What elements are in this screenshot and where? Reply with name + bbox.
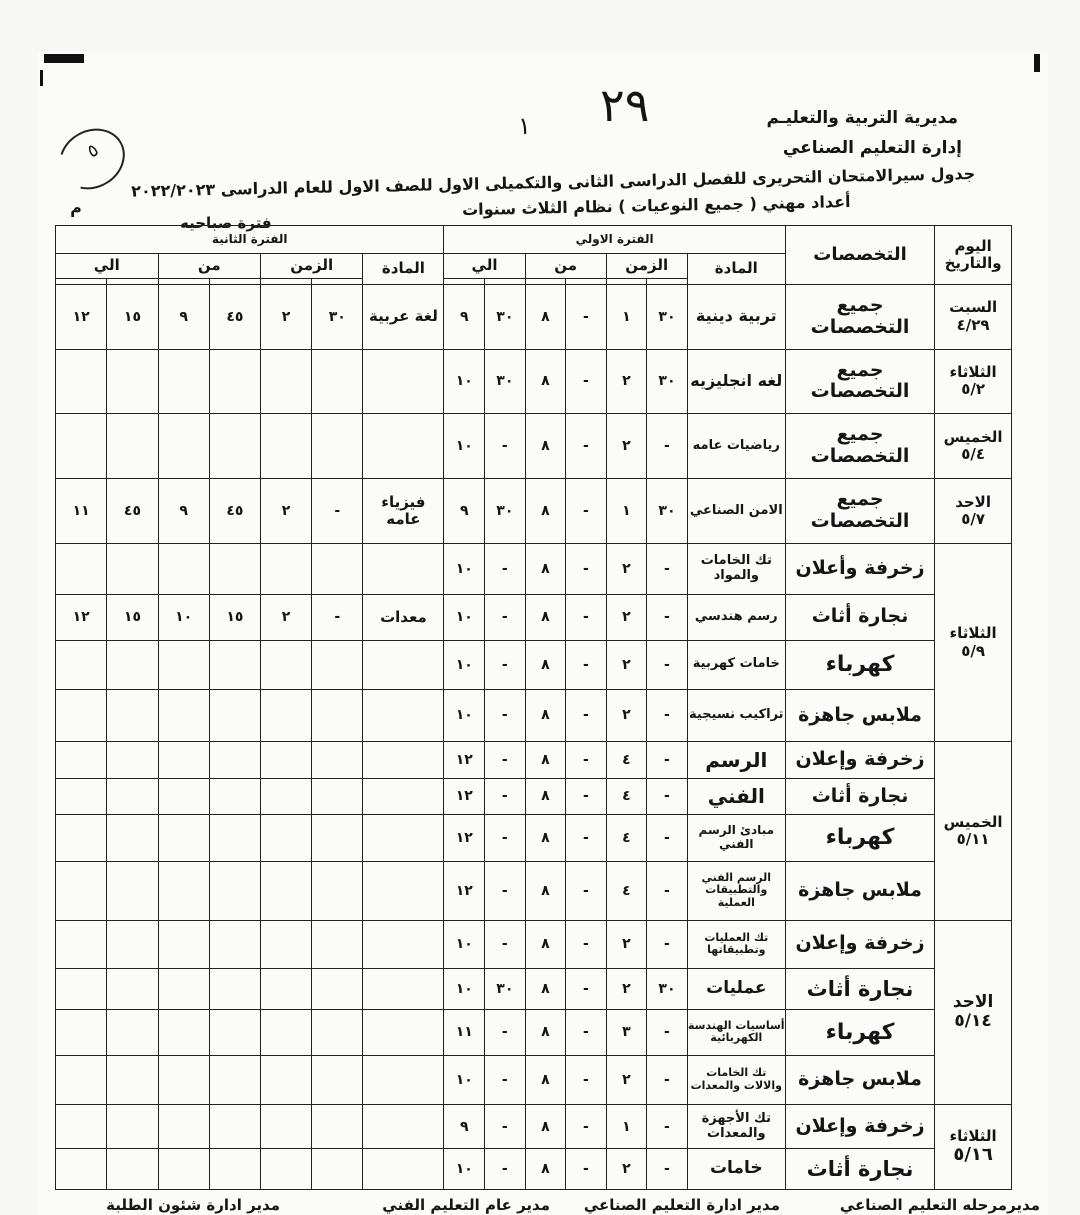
- from-hr: ٨: [525, 594, 566, 641]
- time-hr: ٢: [606, 969, 647, 1010]
- scan-left-mark: [40, 70, 43, 86]
- table-row: [56, 1104, 1012, 1149]
- time-hr: ٢: [606, 920, 647, 969]
- day-cell: الاحد ٥/١٤: [935, 920, 1012, 1104]
- spec-cell: كهرباء: [785, 1009, 934, 1056]
- second-time-min: ٣٠: [312, 284, 363, 349]
- subject-cell: لغه انجليزيه: [687, 349, 785, 414]
- to-min: -: [485, 778, 526, 814]
- day-cell: الثلاثاء ٥/١٦: [935, 1104, 1012, 1189]
- to-hr: ١٠: [444, 689, 485, 742]
- table-row: [56, 920, 1012, 969]
- subject-cell: تربية دينية: [687, 284, 785, 349]
- subject-cell: رياضيات عامه: [687, 414, 785, 479]
- period-label: فترة صباحيه: [180, 214, 272, 232]
- spec-cell: نجارة أثاث: [785, 1149, 934, 1190]
- time-min: ٣٠: [647, 284, 688, 349]
- to-min: -: [485, 594, 526, 641]
- year-suffix: م: [69, 197, 82, 218]
- schedule-title: جدول سيرالامتحان التحريرى للفصل الدراسى الثانى والتكميلى الاول للصف الاول للعام الدراسى ٢٠٢٢/٢٠٢٣: [130, 164, 976, 201]
- from-min: -: [566, 543, 607, 594]
- time-hr: ٢: [606, 1149, 647, 1190]
- time-min: -: [647, 1149, 688, 1190]
- header-second-period: الفترة الثانية: [56, 226, 444, 254]
- to-hr: ١٠: [444, 414, 485, 479]
- time-min: -: [647, 1009, 688, 1056]
- time-hr: ٣: [606, 1009, 647, 1056]
- from-min: -: [566, 414, 607, 479]
- time-hr: ٢: [606, 689, 647, 742]
- to-min: -: [485, 815, 526, 862]
- from-min: -: [566, 1149, 607, 1190]
- from-hr: ٨: [525, 778, 566, 814]
- time-min: -: [647, 689, 688, 742]
- to-min: ٣٠: [485, 479, 526, 544]
- header-first-period: الفترة الاولي: [444, 226, 785, 254]
- day-cell: الثلاثاء ٥/٢: [935, 349, 1012, 414]
- to-hr: ١٠: [444, 641, 485, 690]
- to-hr: ١٢: [444, 861, 485, 920]
- subject-cell: رسم هندسي: [687, 594, 785, 641]
- to-min: -: [485, 689, 526, 742]
- table-row: [56, 284, 1012, 349]
- subject-cell: الفني: [687, 778, 785, 814]
- to-hr: ١٢: [444, 815, 485, 862]
- to-hr: ١١: [444, 1009, 485, 1056]
- to-min: -: [485, 920, 526, 969]
- from-min: -: [566, 920, 607, 969]
- handwritten-digit: ١: [518, 112, 531, 140]
- time-min: -: [647, 1104, 688, 1149]
- header-from-2: من: [158, 254, 260, 278]
- to-min: ٣٠: [485, 284, 526, 349]
- subject-cell: تك الأجهزة والمعدات: [687, 1104, 785, 1149]
- spec-cell: ملابس جاهزة: [785, 1056, 934, 1105]
- from-hr: ٨: [525, 742, 566, 778]
- scan-corner-mark: [1034, 54, 1040, 72]
- table-row: [56, 641, 1012, 690]
- from-min: -: [566, 1009, 607, 1056]
- day-cell: السبت ٤/٢٩: [935, 284, 1012, 349]
- second-subject: لغة عربية: [363, 284, 444, 349]
- subject-cell: عمليات: [687, 969, 785, 1010]
- spec-cell: ملابس جاهزة: [785, 689, 934, 742]
- second-from-min: ١٥: [209, 594, 260, 641]
- from-hr: ٨: [525, 641, 566, 690]
- time-min: -: [647, 778, 688, 814]
- to-hr: ١٢: [444, 742, 485, 778]
- to-hr: ٩: [444, 1104, 485, 1149]
- from-min: -: [566, 689, 607, 742]
- time-min: -: [647, 414, 688, 479]
- second-time-min: -: [312, 594, 363, 641]
- table-row: [56, 1149, 1012, 1190]
- from-hr: ٨: [525, 815, 566, 862]
- header-to: الي: [444, 254, 525, 278]
- from-min: -: [566, 778, 607, 814]
- from-min: -: [566, 349, 607, 414]
- subject-cell: تك الخامات والمواد: [687, 543, 785, 594]
- day-cell: الثلاثاء ٥/٩: [935, 543, 1012, 741]
- time-hr: ٢: [606, 543, 647, 594]
- second-time-hr: ٢: [260, 284, 311, 349]
- time-min: ٣٠: [647, 349, 688, 414]
- from-hr: ٨: [525, 543, 566, 594]
- from-hr: ٨: [525, 1009, 566, 1056]
- time-min: ٣٠: [647, 969, 688, 1010]
- second-subject: فيزياء عامه: [363, 479, 444, 544]
- subject-cell: الرسم الفني والتطبيقات العملية: [687, 861, 785, 920]
- subject-cell: الامن الصناعي: [687, 479, 785, 544]
- subject-cell: الرسم: [687, 742, 785, 778]
- second-to-hr: ١١: [56, 479, 107, 544]
- from-min: -: [566, 284, 607, 349]
- time-hr: ٢: [606, 349, 647, 414]
- schedule-subtitle: أعداد مهني ( جميع النوعيات ) نظام الثلاث سنوات: [461, 192, 851, 220]
- second-subject: معدات: [363, 594, 444, 641]
- from-min: -: [566, 1104, 607, 1149]
- from-hr: ٨: [525, 284, 566, 349]
- table-row: [56, 594, 1012, 641]
- from-hr: ٨: [525, 349, 566, 414]
- administration-title: إدارة التعليم الصناعي: [782, 138, 962, 158]
- second-from-min: ٤٥: [209, 284, 260, 349]
- to-hr: ١٠: [444, 920, 485, 969]
- time-min: -: [647, 641, 688, 690]
- table-row: [56, 349, 1012, 414]
- subject-cell: خامات كهربية: [687, 641, 785, 690]
- second-time-hr: ٢: [260, 594, 311, 641]
- table-row: [56, 969, 1012, 1010]
- from-min: -: [566, 969, 607, 1010]
- from-min: -: [566, 815, 607, 862]
- table-row: [56, 689, 1012, 742]
- time-min: -: [647, 920, 688, 969]
- header-subject-2: المادة: [363, 254, 444, 284]
- from-hr: ٨: [525, 1104, 566, 1149]
- table-row: [56, 861, 1012, 920]
- subject-cell: تك الخامات والالات والمعدات: [687, 1056, 785, 1105]
- from-min: -: [566, 641, 607, 690]
- header-time-2: الزمن: [260, 254, 362, 278]
- day-cell: الخميس ٥/١١: [935, 742, 1012, 920]
- second-to-min: ١٥: [107, 284, 158, 349]
- time-hr: ٤: [606, 815, 647, 862]
- spec-cell: كهرباء: [785, 641, 934, 690]
- second-to-hr: ١٢: [56, 594, 107, 641]
- to-hr: ١٠: [444, 969, 485, 1010]
- directorate-title: مديرية التربية والتعليـم: [766, 108, 958, 128]
- table-row: [56, 778, 1012, 814]
- to-min: -: [485, 1009, 526, 1056]
- from-hr: ٨: [525, 1056, 566, 1105]
- to-min: ٣٠: [485, 349, 526, 414]
- subject-cell: تراكيب نسيجية: [687, 689, 785, 742]
- signature-student-affairs: مدير ادارة شئون الطلبة: [106, 1196, 280, 1214]
- circle-digit: ٥: [83, 139, 103, 163]
- from-hr: ٨: [525, 414, 566, 479]
- spec-cell: زخرفة وإعلان: [785, 742, 934, 778]
- spec-cell: نجارة أثاث: [785, 969, 934, 1010]
- to-hr: ١٠: [444, 349, 485, 414]
- time-min: -: [647, 861, 688, 920]
- table-row: [56, 742, 1012, 778]
- second-from-hr: ٩: [158, 284, 209, 349]
- to-hr: ١٠: [444, 1149, 485, 1190]
- second-to-min: ١٥: [107, 594, 158, 641]
- subject-cell: أساسيات الهندسة الكهربائية: [687, 1009, 785, 1056]
- table-row: [56, 479, 1012, 544]
- second-from-hr: ٩: [158, 479, 209, 544]
- second-from-min: ٤٥: [209, 479, 260, 544]
- from-min: -: [566, 594, 607, 641]
- from-hr: ٨: [525, 1149, 566, 1190]
- to-min: -: [485, 414, 526, 479]
- time-hr: ٤: [606, 861, 647, 920]
- exam-schedule-table: [55, 225, 1012, 1190]
- header-day-date: اليوم والتاريخ: [935, 226, 1012, 285]
- time-min: -: [647, 594, 688, 641]
- time-min: ٣٠: [647, 479, 688, 544]
- to-hr: ١٠: [444, 594, 485, 641]
- from-hr: ٨: [525, 479, 566, 544]
- table-row: [56, 1056, 1012, 1105]
- second-time-hr: ٢: [260, 479, 311, 544]
- from-hr: ٨: [525, 861, 566, 920]
- time-hr: ١: [606, 479, 647, 544]
- signature-admin-director: مدير ادارة التعليم الصناعي: [583, 1196, 780, 1214]
- spec-cell: نجارة أثاث: [785, 778, 934, 814]
- spec-cell: زخرفة وإعلان: [785, 920, 934, 969]
- header-specializations: التخصصات: [785, 226, 934, 285]
- second-to-min: ٤٥: [107, 479, 158, 544]
- spec-cell: جميع التخصصات: [785, 349, 934, 414]
- table-row: [56, 414, 1012, 479]
- second-time-min: -: [312, 479, 363, 544]
- subject-cell: مبادئ الرسم الفني: [687, 815, 785, 862]
- time-hr: ١: [606, 284, 647, 349]
- time-hr: ٢: [606, 414, 647, 479]
- spec-cell: نجارة أثاث: [785, 594, 934, 641]
- day-cell: الاحد ٥/٧: [935, 479, 1012, 544]
- time-hr: ٢: [606, 594, 647, 641]
- second-from-hr: ١٠: [158, 594, 209, 641]
- table-row: [56, 815, 1012, 862]
- from-min: -: [566, 479, 607, 544]
- handwritten-number: ٢٩: [600, 78, 650, 132]
- header-from: من: [525, 254, 606, 278]
- time-hr: ١: [606, 1104, 647, 1149]
- time-hr: ٤: [606, 742, 647, 778]
- spec-cell: جميع التخصصات: [785, 284, 934, 349]
- time-min: -: [647, 742, 688, 778]
- from-hr: ٨: [525, 920, 566, 969]
- from-min: -: [566, 861, 607, 920]
- to-min: -: [485, 641, 526, 690]
- scan-edge-mark: [44, 54, 84, 63]
- spec-cell: زخرفة وأعلان: [785, 543, 934, 594]
- to-min: -: [485, 1104, 526, 1149]
- time-hr: ٤: [606, 778, 647, 814]
- to-min: -: [485, 543, 526, 594]
- table-row: [56, 1009, 1012, 1056]
- time-min: -: [647, 815, 688, 862]
- header-time: الزمن: [606, 254, 687, 278]
- day-cell: الخميس ٥/٤: [935, 414, 1012, 479]
- header-row-1: [56, 226, 1012, 254]
- signature-general-director: مدير عام التعليم الفني: [382, 1196, 550, 1214]
- to-min: ٣٠: [485, 969, 526, 1010]
- from-min: -: [566, 1056, 607, 1105]
- to-hr: ١٠: [444, 543, 485, 594]
- spec-cell: جميع التخصصات: [785, 414, 934, 479]
- from-hr: ٨: [525, 969, 566, 1010]
- to-min: -: [485, 861, 526, 920]
- from-min: -: [566, 742, 607, 778]
- spec-cell: ملابس جاهزة: [785, 861, 934, 920]
- to-min: -: [485, 1149, 526, 1190]
- subject-cell: خامات: [687, 1149, 785, 1190]
- spec-cell: كهرباء: [785, 815, 934, 862]
- spec-cell: زخرفة وإعلان: [785, 1104, 934, 1149]
- table-row: [56, 543, 1012, 594]
- spec-cell: جميع التخصصات: [785, 479, 934, 544]
- time-min: -: [647, 543, 688, 594]
- to-min: -: [485, 742, 526, 778]
- header-subject: المادة: [687, 254, 785, 284]
- subject-cell: تك العمليات وتطبيقاتها: [687, 920, 785, 969]
- header-to-2: الي: [56, 254, 159, 278]
- time-hr: ٢: [606, 641, 647, 690]
- to-min: -: [485, 1056, 526, 1105]
- to-hr: ١٢: [444, 778, 485, 814]
- to-hr: ٩: [444, 284, 485, 349]
- signature-stage-director: مديرمرحله التعليم الصناعي: [839, 1196, 1040, 1214]
- to-hr: ١٠: [444, 1056, 485, 1105]
- from-hr: ٨: [525, 689, 566, 742]
- second-to-hr: ١٢: [56, 284, 107, 349]
- time-hr: ٢: [606, 1056, 647, 1105]
- time-min: -: [647, 1056, 688, 1105]
- to-hr: ٩: [444, 479, 485, 544]
